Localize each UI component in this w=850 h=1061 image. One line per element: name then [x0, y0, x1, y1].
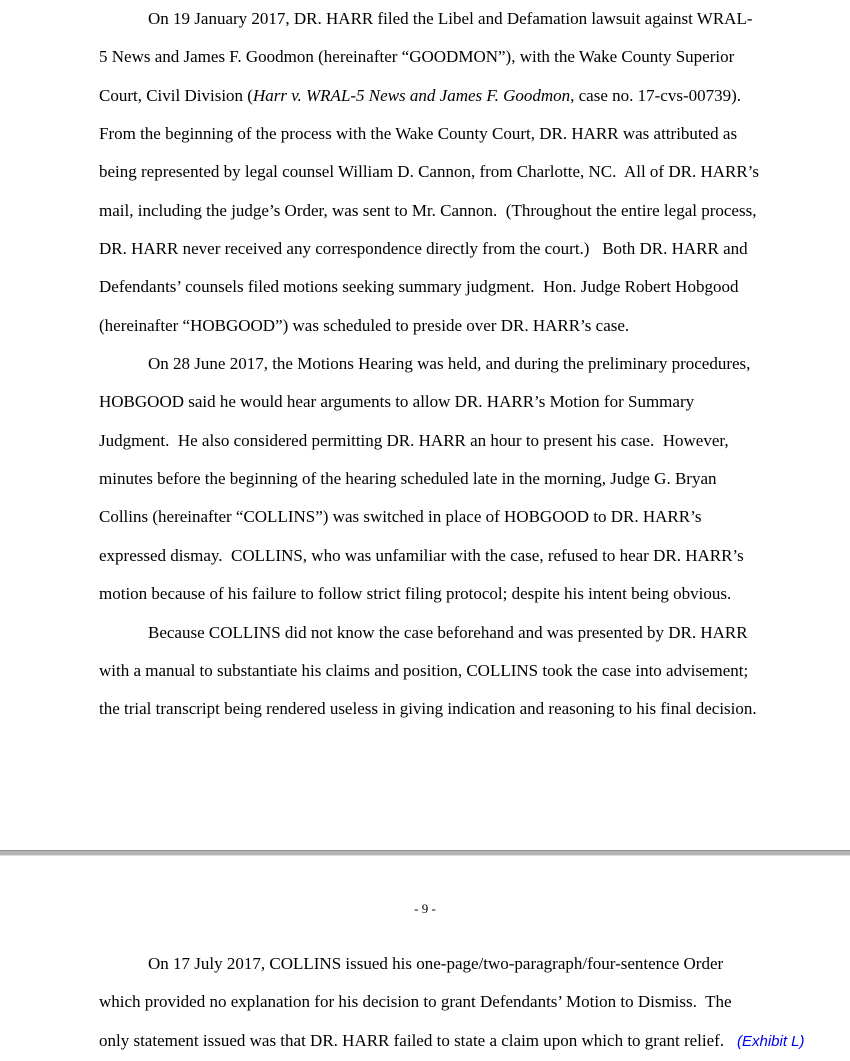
- text-segment: only statement issued was that DR. HARR failed to state a claim upon which to grant relief.: [99, 1030, 725, 1050]
- page-divider: [0, 850, 850, 856]
- text-line: [99, 460, 789, 498]
- text-segment: On 17 July 2017, COLLINS issued his one-page/two-paragraph/four-sentence Order: [148, 954, 724, 973]
- text-line: [99, 983, 789, 1021]
- page-number: - 9 -: [414, 901, 436, 916]
- text-segment: minutes before the beginning of the hearing scheduled late in the morning, Judge G. Bryan: [99, 469, 717, 489]
- text-line: [99, 537, 789, 575]
- exhibit-link[interactable]: (Exhibit L): [737, 1032, 805, 1050]
- text-line: [99, 230, 789, 268]
- text-segment: DR. HARR never received any correspondence directly from the court.) Both DR. HARR and: [99, 239, 748, 259]
- text-segment: Collins (hereinafter “COLLINS”) was switched in place of HOBGOOD to DR. HARR’s: [99, 507, 702, 527]
- text-segment: Judgment. He also considered permitting DR. HARR an hour to present his case. However,: [99, 430, 729, 450]
- page-10-text-block: [99, 945, 805, 1060]
- text-line: [99, 945, 789, 983]
- text-line: [99, 268, 789, 306]
- text-segment: 5 News and James F. Goodmon (hereinafter “GOODMON”), with the Wake County Superior: [99, 47, 735, 67]
- text-line: [99, 345, 789, 383]
- text-line: [99, 690, 789, 728]
- text-segment: On 19 January 2017, DR. HARR filed the Libel and Defamation lawsuit against WRAL-: [148, 9, 753, 28]
- text-segment: which provided no explanation for his decision to grant Defendants’ Motion to Dismiss. The: [99, 992, 732, 1012]
- page-9-text-block: [99, 0, 789, 729]
- text-line: [99, 575, 789, 613]
- text-segment: On 28 June 2017, the Motions Hearing was held, and during the preliminary procedures,: [148, 354, 751, 374]
- text-segment: expressed dismay. COLLINS, who was unfamiliar with the case, refused to hear DR. HARR’s: [99, 545, 744, 565]
- text-segment: motion because of his failure to follow strict filing protocol; despite his intent being obvious.: [99, 584, 732, 604]
- text-line: [99, 153, 789, 191]
- text-line: [99, 1022, 805, 1060]
- text-segment: mail, including the judge’s Order, was sent to Mr. Cannon. (Throughout the entire legal process,: [99, 200, 757, 220]
- text-segment: Defendants’ counsels filed motions seeking summary judgment. Hon. Judge Robert Hobgood: [99, 277, 739, 297]
- text-segment: case no. 17-cvs-00739).: [574, 85, 742, 105]
- text-segment: with a manual to substantiate his claims and position, COLLINS took the case into advisement;: [99, 660, 749, 680]
- text-segment: From the beginning of the process with the Wake County Court, DR. HARR was attributed as: [99, 124, 738, 144]
- text-line: [99, 77, 789, 115]
- text-line: [99, 38, 789, 76]
- text-segment: the trial transcript being rendered useless in giving indication and reasoning to his final decision.: [99, 699, 757, 719]
- text-segment-italic: Harr v. WRAL-5 News and James F. Goodmon,: [252, 85, 575, 105]
- text-line: [99, 652, 789, 690]
- text-line: [99, 192, 789, 230]
- text-segment: Court, Civil Division (: [99, 85, 253, 105]
- text-line: [99, 0, 789, 38]
- text-segment: (hereinafter “HOBGOOD”) was scheduled to preside over DR. HARR’s case.: [99, 315, 630, 335]
- text-line: [99, 307, 789, 345]
- text-line: [99, 498, 789, 536]
- text-segment: Because COLLINS did not know the case beforehand and was presented by DR. HARR: [148, 622, 748, 642]
- text-line: [99, 115, 789, 153]
- text-segment: being represented by legal counsel William D. Cannon, from Charlotte, NC. All of DR. HARR’s: [99, 162, 760, 182]
- text-line: [99, 614, 789, 652]
- text-segment: HOBGOOD said he would hear arguments to allow DR. HARR’s Motion for Summary: [99, 392, 695, 412]
- text-line: [99, 422, 789, 460]
- text-line: [99, 383, 789, 421]
